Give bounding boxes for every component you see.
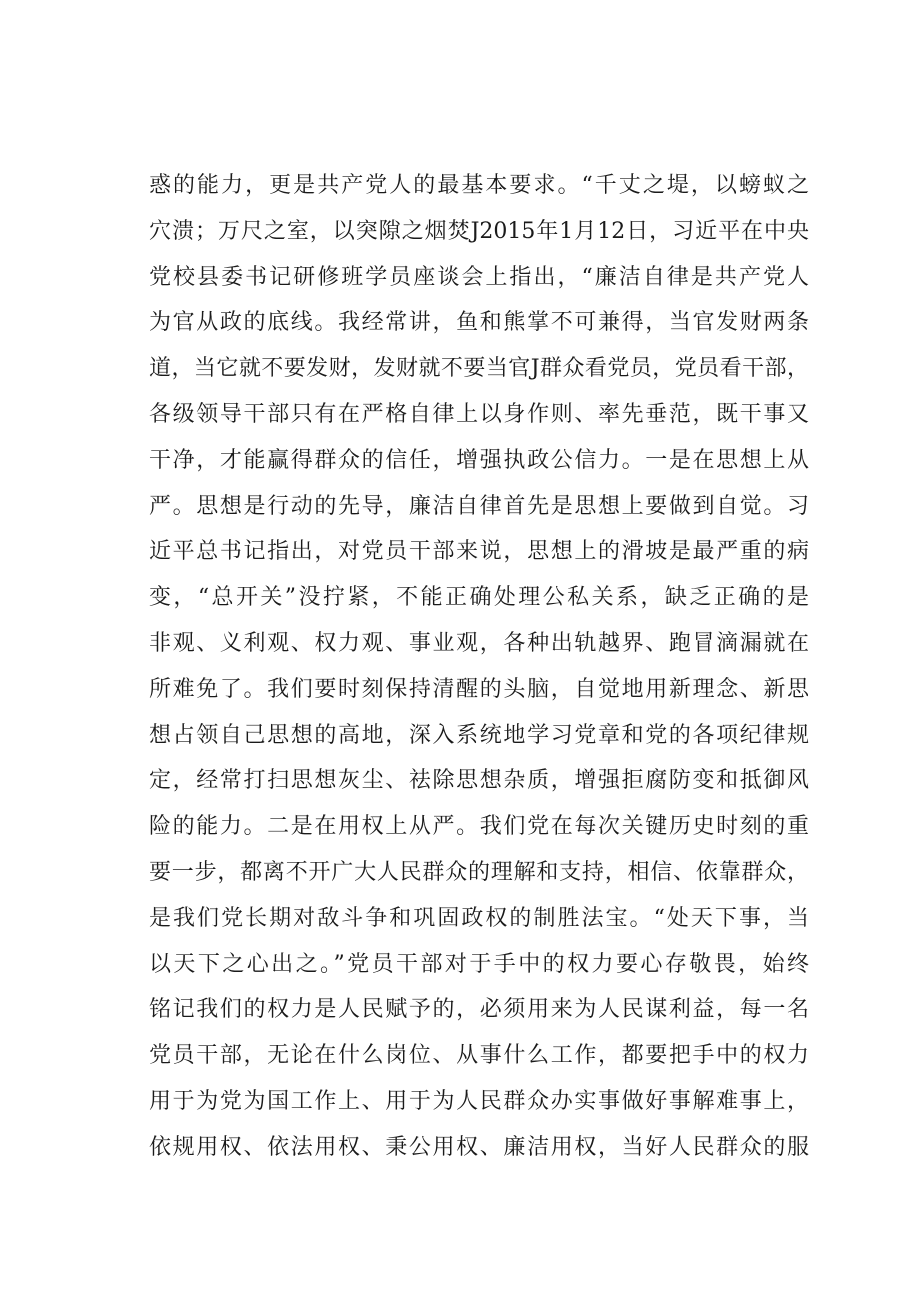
text-line-8: 严。思想是行动的先导，廉洁自律首先是思想上要做到自觉。习 xyxy=(149,493,809,519)
text-line-18: 以天下之心出之。”党员干部对于手中的权力要心存敬畏，始终 xyxy=(149,951,809,977)
text-line-15: 险的能力。二是在用权上从严。我们党在每次关键历史时刻的重 xyxy=(149,814,809,840)
text-line-6: 各级领导干部只有在严格自律上以身作则、率先垂范，既干事又 xyxy=(149,401,809,427)
text-line-7: 干净，才能赢得群众的信任，增强执政公信力。一是在思想上从 xyxy=(149,447,809,473)
text-line-9: 近平总书记指出，对党员干部来说，思想上的滑坡是最严重的病 xyxy=(149,539,809,565)
text-line-1: 惑的能力，更是共产党人的最基本要求。“千丈之堤，以螃蚁之 xyxy=(149,173,809,198)
body-paragraph xyxy=(149,163,809,1171)
text-line-20: 党员干部，无论在什么岗位、从事什么工作，都要把手中的权力 xyxy=(149,1043,809,1069)
text-line-17: 是我们党长期对敌斗争和巩固政权的制胜法宝。“处天下事，当 xyxy=(149,905,809,931)
text-line-2: 穴溃；万尺之室，以突隙之烟焚J2015年1月12日，习近平在中央 xyxy=(149,218,809,244)
text-line-12: 所难免了。我们要时刻保持清醒的头脑，自觉地用新理念、新思 xyxy=(149,676,809,702)
text-line-16: 要一步，都离不开广大人民群众的理解和支持，相信、依靠群众， xyxy=(149,859,809,885)
text-line-11: 非观、义利观、权力观、事业观，各种出轨越界、跑冒滴漏就在 xyxy=(149,630,809,656)
text-line-13: 想占领自己思想的高地，深入系统地学习党章和党的各项纪律规 xyxy=(149,722,809,748)
text-line-19: 铭记我们的权力是人民赋予的，必须用来为人民谋利益，每一名 xyxy=(149,997,809,1023)
text-line-5: 道，当它就不要发财，发财就不要当官J群众看党员，党员看干部， xyxy=(149,356,809,382)
text-line-10: 变，“总开关”没拧紧，不能正确处理公私关系，缺乏正确的是 xyxy=(149,585,809,611)
text-line-3: 党校县委书记研修班学员座谈会上指出，“廉洁自律是共产党人 xyxy=(149,264,809,290)
text-line-22: 依规用权、依法用权、秉公用权、廉洁用权，当好人民群众的服 xyxy=(149,1134,809,1160)
text-line-21: 用于为党为国工作上、用于为人民群众办实事做好事解难事上， xyxy=(149,1088,809,1114)
text-line-4: 为官从政的底线。我经常讲，鱼和熊掌不可兼得，当官发财两条 xyxy=(149,310,809,336)
text-line-14: 定，经常打扫思想灰尘、祛除思想杂质，增强拒腐防变和抵御风 xyxy=(149,768,809,794)
